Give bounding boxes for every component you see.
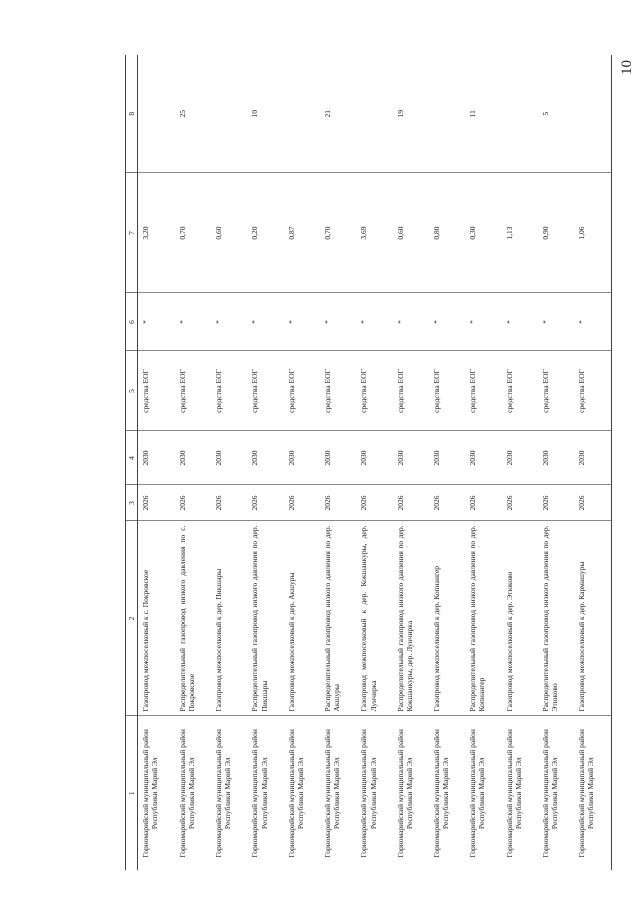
object-name-cell: Распределительный газопровод низкого давления по дер. Акшуры — [320, 521, 356, 716]
table-row — [356, 55, 392, 870]
start-year-cell: 2026 — [320, 485, 356, 521]
column-header-8: 8 — [126, 55, 138, 173]
end-year-cell: 2030 — [138, 431, 175, 485]
start-year-cell: 2026 — [465, 485, 501, 521]
column-header-7: 7 — [126, 173, 138, 293]
start-year-cell: 2026 — [138, 485, 175, 521]
end-year-cell: 2030 — [247, 431, 283, 485]
length-cell: 0,87 — [284, 173, 320, 293]
table-body — [138, 55, 612, 870]
length-cell: 0,30 — [465, 173, 501, 293]
length-cell: 1,13 — [502, 173, 538, 293]
column-header-5: 5 — [126, 351, 138, 431]
length-cell: 0,70 — [320, 173, 356, 293]
length-cell: 3,69 — [356, 173, 392, 293]
mark-cell: * — [138, 293, 175, 351]
page-number: 10 — [619, 60, 635, 75]
start-year-cell: 2026 — [393, 485, 429, 521]
rotated-page-content — [125, 55, 612, 870]
column-header-4: 4 — [126, 431, 138, 485]
count-cell: 10 — [247, 55, 283, 173]
table-row — [284, 55, 320, 870]
table-row — [429, 55, 465, 870]
district-cell: Горномарийский муниципальный район Республики Марий Эл — [468, 729, 487, 858]
object-name-cell: Газопровод межпоселковый к дер. Этюково — [502, 521, 538, 716]
length-cell: 1,06 — [574, 173, 611, 293]
count-cell — [356, 55, 392, 173]
count-cell — [429, 55, 465, 173]
funding-source-cell: средства ЕОГ — [465, 351, 501, 431]
start-year-cell: 2026 — [538, 485, 574, 521]
length-cell: 0,90 — [538, 173, 574, 293]
mark-cell: * — [284, 293, 320, 351]
table-row — [574, 55, 611, 870]
object-name-cell: Распределительный газопровод низкого давления по дер. Пикшары — [247, 521, 283, 716]
funding-source-cell: средства ЕОГ — [538, 351, 574, 431]
funding-source-cell: средства ЕОГ — [247, 351, 283, 431]
start-year-cell: 2026 — [356, 485, 392, 521]
district-cell: Горномарийский муниципальный район Республики Марий Эл — [141, 729, 160, 858]
end-year-cell: 2030 — [356, 431, 392, 485]
column-header-2: 2 — [126, 521, 138, 716]
count-cell — [502, 55, 538, 173]
start-year-cell: 2026 — [502, 485, 538, 521]
table-header — [126, 55, 138, 870]
funding-source-cell: средства ЕОГ — [284, 351, 320, 431]
end-year-cell: 2030 — [465, 431, 501, 485]
district-cell: Горномарийский муниципальный район Республики Марий Эл — [214, 729, 233, 858]
funding-source-cell: средства ЕОГ — [393, 351, 429, 431]
mark-cell: * — [538, 293, 574, 351]
end-year-cell: 2030 — [175, 431, 211, 485]
table-row — [320, 55, 356, 870]
count-cell: 25 — [175, 55, 211, 173]
count-cell: 21 — [320, 55, 356, 173]
end-year-cell: 2030 — [538, 431, 574, 485]
table-row — [502, 55, 538, 870]
end-year-cell: 2030 — [429, 431, 465, 485]
object-name-cell: Газопровод межпоселковый к дер. Акшуры — [284, 521, 320, 716]
column-header-3: 3 — [126, 485, 138, 521]
length-cell: 0,60 — [211, 173, 247, 293]
count-cell — [138, 55, 175, 173]
mark-cell: * — [175, 293, 211, 351]
mark-cell: * — [247, 293, 283, 351]
start-year-cell: 2026 — [175, 485, 211, 521]
length-cell: 0,80 — [429, 173, 465, 293]
object-name-cell: Распределительный газопровод низкого давления по дер. Копнангер — [465, 521, 501, 716]
mark-cell: * — [393, 293, 429, 351]
mark-cell: * — [429, 293, 465, 351]
table-row — [538, 55, 574, 870]
length-cell: 0,60 — [393, 173, 429, 293]
start-year-cell: 2026 — [574, 485, 611, 521]
count-cell — [211, 55, 247, 173]
end-year-cell: 2030 — [574, 431, 611, 485]
table-row — [211, 55, 247, 870]
count-cell — [574, 55, 611, 173]
district-cell: Горномарийский муниципальный район Республики Марий Эл — [250, 729, 269, 858]
object-name-cell: Газопровод межпоселковый к дер. Кокшанкуры, дер. Лунчирка — [356, 521, 392, 716]
object-name-cell: Газопровод межпоселковый к с. Покровское — [138, 521, 175, 716]
district-cell: Горномарийский муниципальный район Республики Марий Эл — [504, 729, 523, 858]
funding-source-cell: средства ЕОГ — [175, 351, 211, 431]
funding-source-cell: средства ЕОГ — [574, 351, 611, 431]
object-name-cell: Распределительный газопровод низкого давления по с. Покровское — [175, 521, 211, 716]
object-name-cell: Газопровод межпоселковый к дер. Пикшары — [211, 521, 247, 716]
district-cell: Горномарийский муниципальный район Республики Марий Эл — [323, 729, 342, 858]
object-name-cell: Газопровод межпоселковый к дер. Кармашуры — [574, 521, 611, 716]
start-year-cell: 2026 — [284, 485, 320, 521]
district-cell: Горномарийский муниципальный район Республики Марий Эл — [286, 729, 305, 858]
column-header-1: 1 — [126, 716, 138, 870]
count-cell: 5 — [538, 55, 574, 173]
end-year-cell: 2030 — [211, 431, 247, 485]
district-cell: Горномарийский муниципальный район Республики Марий Эл — [574, 716, 611, 870]
end-year-cell: 2030 — [284, 431, 320, 485]
table-row — [138, 55, 175, 870]
count-cell — [284, 55, 320, 173]
start-year-cell: 2026 — [429, 485, 465, 521]
count-cell: 11 — [465, 55, 501, 173]
table-row — [465, 55, 501, 870]
length-cell: 0,70 — [175, 173, 211, 293]
funding-source-cell: средства ЕОГ — [356, 351, 392, 431]
gas-pipeline-table — [125, 55, 612, 870]
mark-cell: * — [356, 293, 392, 351]
district-cell: Горномарийский муниципальный район Республики Марий Эл — [177, 729, 196, 858]
mark-cell: * — [465, 293, 501, 351]
start-year-cell: 2026 — [211, 485, 247, 521]
header-row — [126, 55, 138, 870]
end-year-cell: 2030 — [320, 431, 356, 485]
table-row — [393, 55, 429, 870]
count-cell: 19 — [393, 55, 429, 173]
mark-cell: * — [211, 293, 247, 351]
funding-source-cell: средства ЕОГ — [211, 351, 247, 431]
funding-source-cell: средства ЕОГ — [429, 351, 465, 431]
column-header-6: 6 — [126, 293, 138, 351]
length-cell: 3,20 — [138, 173, 175, 293]
table-row — [175, 55, 211, 870]
district-cell: Горномарийский муниципальный район Республики Марий Эл — [432, 729, 451, 858]
length-cell: 0,20 — [247, 173, 283, 293]
object-name-cell: Распределительный газопровод низкого давления по дер. Кокшанкуры, дер. Лунчирка — [393, 521, 429, 716]
mark-cell: * — [502, 293, 538, 351]
table-row — [247, 55, 283, 870]
mark-cell: * — [574, 293, 611, 351]
end-year-cell: 2030 — [502, 431, 538, 485]
object-name-cell: Газопровод межпоселковый к дер. Копнангер — [429, 521, 465, 716]
district-cell: Горномарийский муниципальный район Республики Марий Эл — [541, 729, 560, 858]
object-name-cell: Распределительный газопровод низкого давления по дер. Этюково — [538, 521, 574, 716]
district-cell: Горномарийский муниципальный район Республики Марий Эл — [395, 729, 414, 858]
start-year-cell: 2026 — [247, 485, 283, 521]
funding-source-cell: средства ЕОГ — [320, 351, 356, 431]
funding-source-cell: средства ЕОГ — [502, 351, 538, 431]
mark-cell: * — [320, 293, 356, 351]
end-year-cell: 2030 — [393, 431, 429, 485]
funding-source-cell: средства ЕОГ — [138, 351, 175, 431]
district-cell: Горномарийский муниципальный район Республики Марий Эл — [359, 729, 378, 858]
